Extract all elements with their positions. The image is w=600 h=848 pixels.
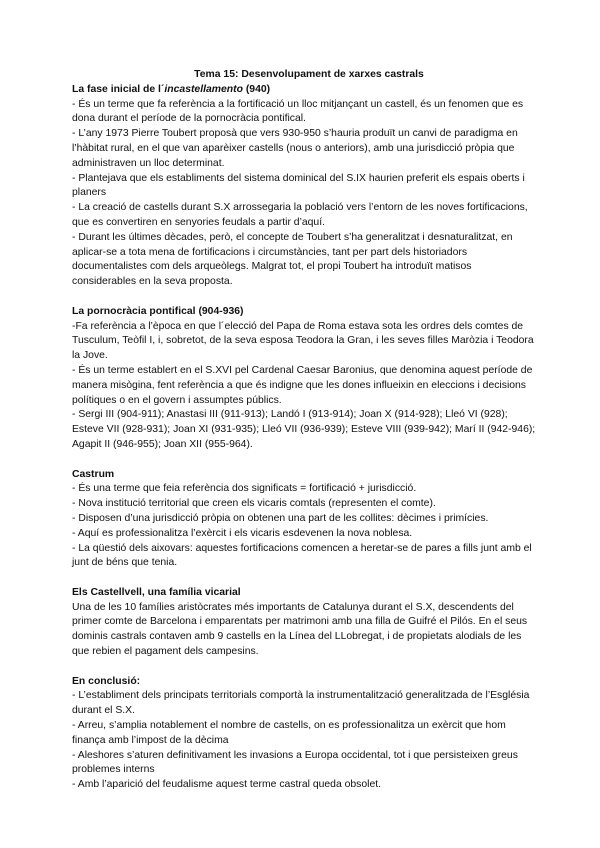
- section-heading: La pornocràcia pontifical (904-936): [72, 305, 244, 317]
- paragraph: - Aquí es professionalitza l’exèrcit i els vicaris esdevenen la nova noblesa.: [72, 527, 413, 539]
- heading-italic-text: incastellamento: [164, 83, 243, 95]
- paragraph: - Sergi III (904-911); Anastasi III (911-913); Landó I (913-914); Joan X (914-928); Lleó VI (928); Esteve VII (928-931); Joan XI (931-935); Lleó VII (936-939); Esteve VIII (939-942); Marí II (942-946); Agapit II (946-955); Joan XII (955-964).: [72, 409, 536, 450]
- paragraph: -Fa referència a l’època en que l´elecció del Papa de Roma estava sota les ordres dels comtes de Tusculum, Teòfil I, i, sobretot, de la seva esposa Teodora la Gran, i les seves filles Maròzia i Teodora la Jove.: [72, 320, 534, 362]
- section-castrum: [72, 468, 538, 572]
- paragraph: - Amb l’aparició del feudalisme aquest terme castral queda obsolet.: [72, 779, 381, 791]
- paragraph: Una de les 10 famílies aristòcrates més importants de Catalunya durant el S.X, descendents del primer comte de Barcelona i emparentats per matrimoni amb una filla de Guifré el Pilós. En el seus dominis castrals contaven amb 9 castells en la Línea del LLobregat, i de propietats alodials de les que rebien el pagament dels campesins.: [72, 601, 528, 658]
- heading-text: (940): [242, 83, 271, 95]
- section-conclusio: [72, 675, 538, 793]
- paragraph: - Plantejava que els establiments del sistema dominical del S.IX haurien preferit els espais oberts i planers: [72, 172, 525, 199]
- paragraph: - L’establiment dels principats territorials comportà la instrumentalització generalitzada de l’Església durant el S.X.: [72, 690, 530, 717]
- paragraph: - Arreu, s’amplia notablement el nombre de castells, on es professionalitza un exèrcit que hom finança amb l’impost de la dècima: [72, 720, 506, 746]
- paragraph: - La qüestió dels aixovars: aquestes fortificacions comencen a heretar-se de pares a fills junt amb el junt de béns que tenia.: [72, 542, 532, 569]
- section-heading: En conclusió:: [72, 675, 141, 687]
- document-title: Tema 15: Desenvolupament de xarxes castrals: [194, 69, 424, 80]
- section-heading: Castrum: [72, 468, 115, 480]
- paragraph: - Nova institució territorial que creen els vicaris comtals (representen el comte).: [72, 498, 436, 510]
- paragraph: - És un terme que fa referència a la fortificació un lloc mitjançant un castell, és un fenomen que es dona durant el període de la pornocràcia pontifical.: [72, 98, 524, 125]
- section-heading: Els Castellvell, una família vicarial: [72, 586, 241, 598]
- paragraph: - És una terme que feia referència dos significats = fortificació + jurisdicció.: [72, 483, 417, 495]
- paragraph: - Aleshores s’aturen definitivament les invasions a Europa occidental, tot i que persisteixen greus problemes interns: [72, 749, 518, 776]
- heading-text: La fase inicial de l´: [72, 83, 165, 95]
- paragraph: - L’any 1973 Pierre Toubert proposà que vers 930-950 s’hauria produït un canvi de paradigma en l’hàbitat rural, en el que van aparèixer castells (nous o anteriors), amb una jurisdicció pròpia que administraven un lloc determinat.: [72, 128, 518, 169]
- paragraph: - La creació de castells durant S.X arrossegaria la població vers l’entorn de les noves fortificacions, que es convertiren en senyories feudals a partir d’aquí.: [72, 202, 528, 228]
- section-pornocracia: [72, 305, 538, 453]
- section-castellvell: [72, 586, 538, 660]
- paragraph: - És un terme establert en el S.XVI pel Cardenal Caesar Baronius, que denomina aquest període de manera misògina, fent referència a que és indigne que les dones influeixin en eleccions i decisions polítiques o en el govern i assumptes públics.: [72, 364, 533, 406]
- section-incastellamento: [72, 83, 538, 290]
- paragraph: - Durant les últimes dècades, però, el concepte de Toubert s’ha generalitzat i desnaturalitzat, en aplicar-se a tota mena de fortificacions i circumstàncies, tant per part dels historiadors documentalistes com dels arqueòlegs. Malgrat tot, el propi Toubert ha introduït matisos considerables en la seva proposta.: [72, 231, 513, 288]
- paragraph: - Disposen d’una jurisdicció pròpia on obtenen una part de les collites: dècimes i primícies.: [72, 512, 489, 524]
- section-heading: [72, 83, 538, 98]
